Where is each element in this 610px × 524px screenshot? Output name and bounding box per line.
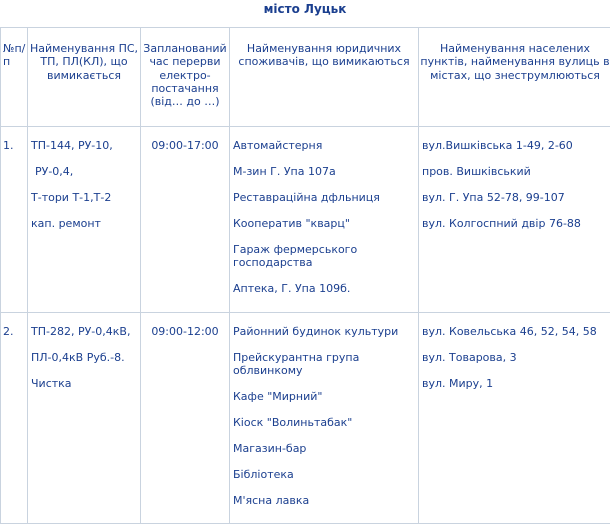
header-consumers: Найменування юридичних споживачів, що вимикаються (230, 28, 419, 127)
streets-cell (419, 127, 610, 313)
street-item: пров. Вишківський (422, 165, 531, 178)
consumer-item: Районний будинок культури (233, 325, 399, 338)
consumer-item: М'ясна лавка (233, 494, 310, 507)
substation-cell (28, 313, 141, 524)
table-row (1, 313, 610, 524)
consumers-cell (230, 127, 419, 313)
street-item: вул. Ковельська 46, 52, 54, 58 (422, 325, 597, 338)
substation-line: РУ-0,4, (35, 165, 74, 178)
consumer-item: Кафе "Мирний" (233, 390, 323, 403)
header-time: Запланований час перерви електро-постачання (від… до …) (141, 28, 230, 127)
table-header-row (1, 28, 610, 127)
outage-table (0, 27, 610, 524)
page-title: місто Луцьк (0, 0, 610, 28)
substation-line: ПЛ-0,4кВ Руб.-8. (31, 351, 125, 364)
street-item: вул. Г. Упа 52-78, 99-107 (422, 191, 565, 204)
substation-cell (28, 127, 141, 313)
consumer-item: Магазин-бар (233, 442, 307, 455)
table-row (1, 127, 610, 313)
streets-cell (419, 313, 610, 524)
header-num: №п/п (1, 28, 28, 127)
street-item: вул. Колгоспний двір 76-88 (422, 217, 581, 230)
consumer-item: Бібліотека (233, 468, 294, 481)
street-item: вул.Вишківська 1-49, 2-60 (422, 139, 573, 152)
substation-line: Чистка (31, 377, 72, 390)
street-item: вул. Товарова, 3 (422, 351, 517, 364)
substation-line: ТП-282, РУ-0,4кВ, (31, 325, 131, 338)
row-number: 1. (1, 127, 28, 313)
time-cell: 09:00-17:00 (141, 127, 230, 313)
header-streets: Найменування населених пунктів, найменування вулиць в містах, що знеструмлюються (419, 28, 610, 127)
consumer-item: Автомайстерня (233, 139, 323, 152)
consumer-item: М-зин Г. Упа 107а (233, 165, 336, 178)
substation-line: кап. ремонт (31, 217, 101, 230)
consumer-item: Кооператив "кварц" (233, 217, 350, 230)
time-cell: 09:00-12:00 (141, 313, 230, 524)
row-number: 2. (1, 313, 28, 524)
consumer-item: Кіоск "Волиньтабак" (233, 416, 353, 429)
consumer-item: Реставраційна дфльниця (233, 191, 380, 204)
consumers-cell (230, 313, 419, 524)
header-substation: Найменування ПС, ТП, ПЛ(КЛ), що вимикається (28, 28, 141, 127)
street-item: вул. Миру, 1 (422, 377, 494, 390)
consumer-item: Гараж фермерського господарства (233, 243, 358, 269)
substation-line: ТП-144, РУ-10, (31, 139, 113, 152)
consumer-item: Аптека, Г. Упа 109б. (233, 282, 351, 295)
substation-line: Т-тори Т-1,Т-2 (31, 191, 112, 204)
consumer-item: Прейскурантна група облвинкому (233, 351, 360, 377)
